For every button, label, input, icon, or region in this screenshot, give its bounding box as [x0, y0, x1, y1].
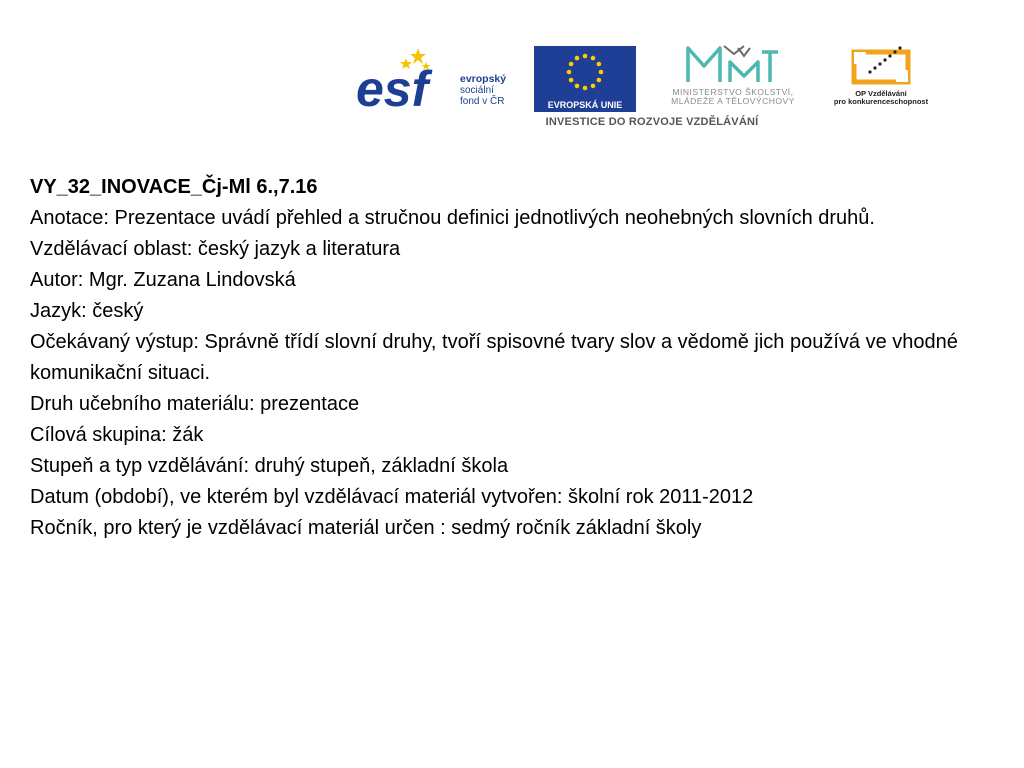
education-area-line: Vzdělávací oblast: český jazyk a literatura [30, 238, 401, 260]
investice-slogan: INVESTICE DO ROZVOJE VZDĚLÁVÁNÍ [545, 116, 759, 128]
expected-output-line: Očekávaný výstup: Správně třídí slovní druhy, tvoří spisovné tvary slov a vědomě jich používá ve vhodné komunikační situaci. [30, 331, 958, 384]
esf-caption-line: evropský [460, 73, 507, 85]
logo-bar [352, 40, 942, 135]
opvk-logo [822, 44, 942, 112]
eu-flag-icon [534, 46, 636, 98]
grade-line: Ročník, pro který je vzdělávací materiál určen : sedmý ročník základní školy [30, 517, 702, 539]
language-line: Jazyk: český [30, 300, 144, 322]
msmt-caption [644, 88, 822, 106]
annotation-line: Anotace: Prezentace uvádí přehled a stručnou definici jednotlivých neohebných slovních druhů. [30, 207, 875, 229]
msmt-caption-line: MINISTERSTVO ŠKOLSTVÍ, [672, 87, 794, 97]
esf-caption-line: fond v ČR [460, 96, 505, 107]
document-code: VY_32_INOVACE_Čj-Ml 6.,7.16 [30, 176, 318, 198]
msmt-caption-line: MLÁDEŽE A TĚLOVÝCHOVY [671, 96, 795, 106]
msmt-mark-icon [644, 42, 824, 88]
eu-logo [534, 46, 636, 112]
material-type-line: Druh učebního materiálu: prezentace [30, 393, 360, 415]
education-level-line: Stupeň a typ vzdělávání: druhý stupeň, základní škola [30, 455, 509, 477]
opvk-caption-line: OP Vzdělávání [855, 89, 907, 98]
author-line: Autor: Mgr. Zuzana Lindovská [30, 269, 296, 291]
svg-text:esf: esf [356, 61, 429, 110]
esf-caption-line: sociální [460, 85, 494, 96]
document-body [30, 172, 1000, 544]
target-group-line: Cílová skupina: žák [30, 424, 204, 446]
opvk-mark-icon [822, 44, 942, 90]
msmt-logo [644, 42, 824, 112]
eu-label: EVROPSKÁ UNIE [534, 98, 636, 112]
esf-caption [460, 74, 534, 107]
date-line: Datum (období), ve kterém byl vzdělávací materiál vytvořen: školní rok 2011-2012 [30, 486, 754, 508]
opvk-caption-line: pro konkurenceschopnost [833, 97, 929, 106]
esf-mark-icon [356, 46, 460, 110]
esf-logo [356, 46, 528, 110]
opvk-caption [822, 90, 940, 106]
